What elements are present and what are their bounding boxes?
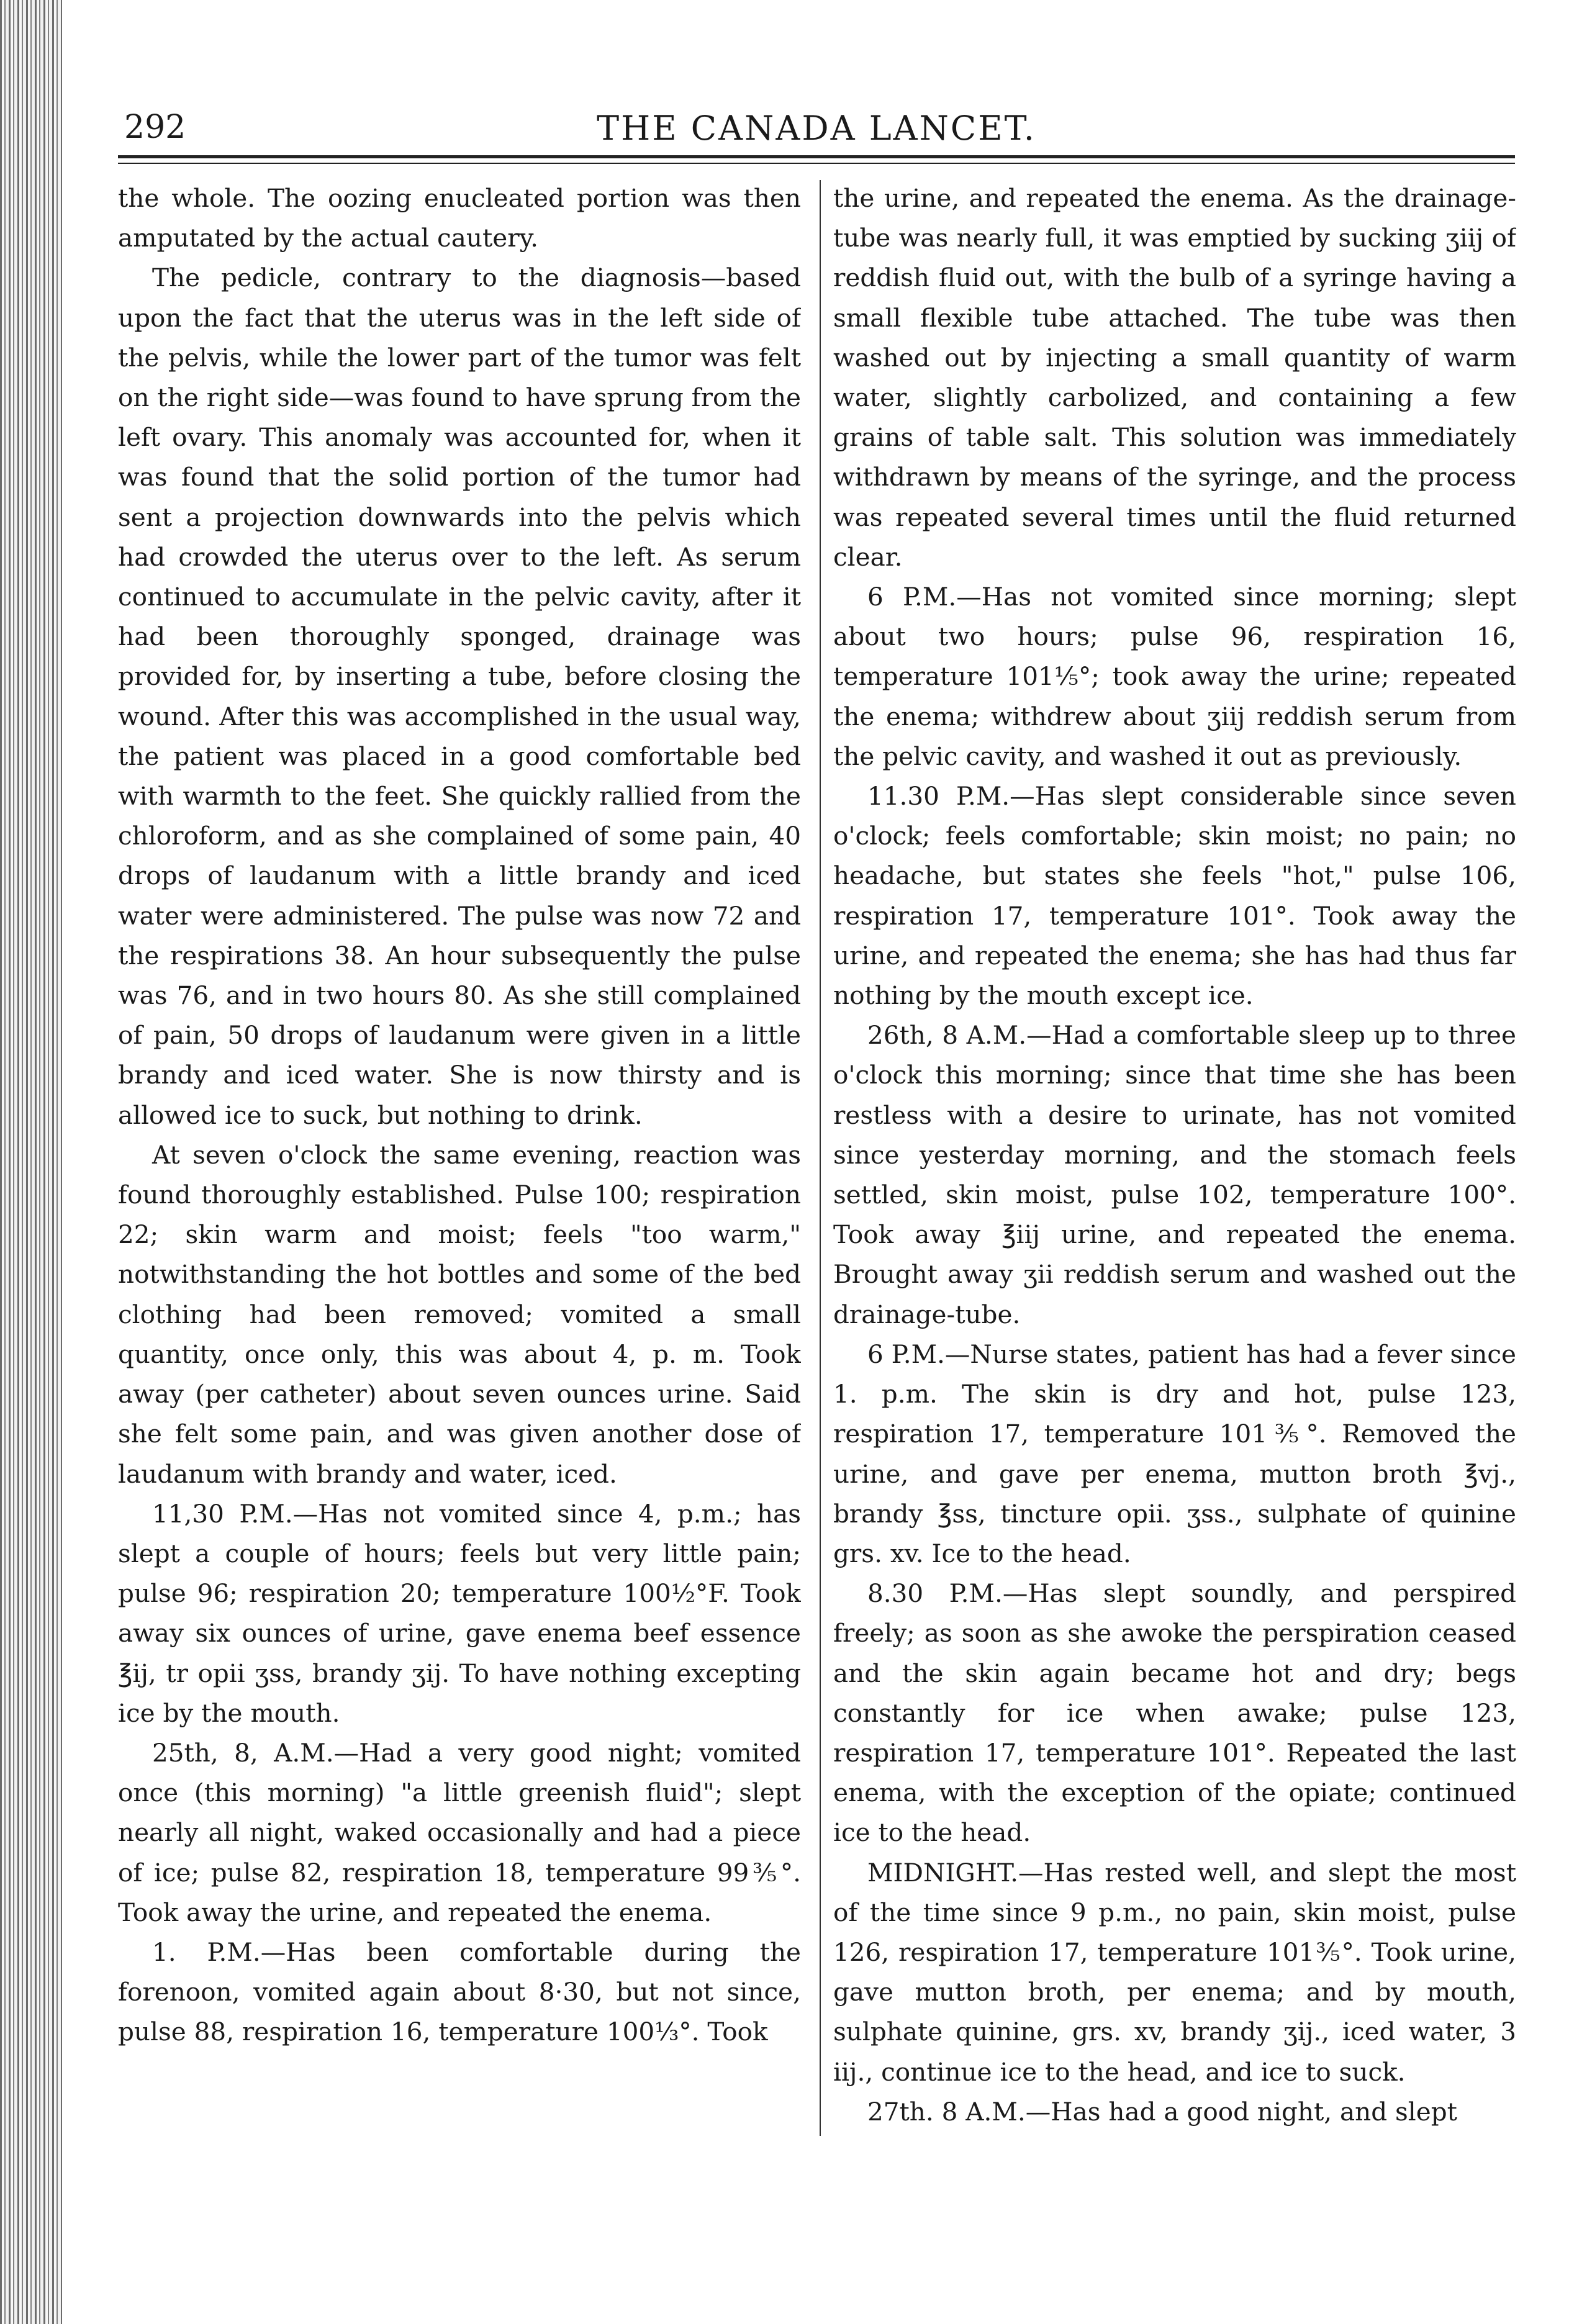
paragraph: 11,30 P.M.—Has not vomited since 4, p.m.; has slept a couple of hours; feels but very little pain; pulse 96; respiration 20; temperature 100½°F. Took away six ounces of urine, gave enema beef essence ℥ij, tr opii ʒss, brandy ʒij. To have nothing excepting ice by the mouth. [118, 1498, 801, 1728]
paragraph: 1. P.M.—Has been comfortable during the forenoon, vomited again about 8·30, but not since, pulse 88, respiration 16, temperature 100⅓°. Took [118, 1937, 801, 2047]
paragraph: the whole. The oozing enucleated portion was then amputated by the actual cautery. [118, 183, 801, 253]
paragraph: MIDNIGHT.—Has rested well, and slept the most of the time since 9 p.m., no pain, skin moist, pulse 126, respiration 17, temperature 101⅗°. Took urine, gave mutton broth, per enema; and by mouth, sulphate quinine, grs. xv, brandy ʒij., iced water, 3 iij., continue ice to the head, and ice to suck. [833, 1857, 1516, 2087]
paragraph: 8.30 P.M.—Has slept soundly, and perspired freely; as soon as she awoke the perspiration ceased and the skin again became hot and dry; begs constantly for ice when awake; pulse 123, respiration 17, temperature 101°. Repeated the last enema, with the exception of the opiate; continued ice to the head. [833, 1578, 1516, 1848]
header-rule [118, 155, 1515, 158]
paragraph: 11.30 P.M.—Has slept considerable since seven o'clock; feels comfortable; skin moist; no pain; no headache, but states she feels "hot," pulse 106, respiration 17, temperature 101°. Took away the urine, and repeated the enema; she has had thus far nothing by the mouth except ice. [833, 781, 1516, 1011]
paragraph: 26th, 8 A.M.—Had a comfortable sleep up to three o'clock this morning; since that time she has been restless with a desire to urinate, has not vomited since yesterday morning, and the stomach feels settled, skin moist, pulse 102, temperature 100°. Took away ℥iij urine, and repeated the enema. Brought away ʒii reddish serum and washed out the drainage-tube. [833, 1020, 1516, 1329]
header-rule-thin [118, 163, 1515, 164]
running-title: THE CANADA LANCET. [597, 109, 1036, 148]
binding-edge [0, 0, 62, 2324]
column-divider [820, 180, 821, 2136]
paragraph: 6 P.M.—Has not vomited since morning; slept about two hours; pulse 96, respiration 16, temperature 101⅕°; took away the urine; repeated the enema; withdrew about ʒiij reddish serum from the pelvic cavity, and washed it out as previously. [833, 582, 1516, 771]
paragraph: 27th. 8 A.M.—Has had a good night, and slept [867, 2096, 1457, 2127]
right-column [833, 178, 1516, 2146]
page-header [118, 109, 1515, 158]
paragraph: At seven o'clock the same evening, reaction was found thoroughly established. Pulse 100; respiration 22; skin warm and moist; feels "too warm," notwithstanding the hot bottles and some of the bed clothing had been removed; vomited a small quantity, once only, this was about 4, p. m. Took away (per catheter) about seven ounces urine. Said she felt some pain, and was given another dose of laudanum with brandy and water, iced. [118, 1139, 801, 1489]
paragraph: The pedicle, contrary to the diagnosis—based upon the fact that the uterus was in the left side of the pelvis, while the lower part of the tumor was felt on the right side—was found to have sprung from the left ovary. This anomaly was accounted for, when it was found that the solid portion of the tumor had sent a projection downwards into the pelvis which had crowded the uterus over to the left. As serum continued to accumulate in the pelvic cavity, after it had been thoroughly sponged, drainage was provided for, by inserting a tube, before closing the wound. After this was accomplished in the usual way, the patient was placed in a good comfortable bed with warmth to the feet. She quickly rallied from the chloroform, and as she complained of some pain, 40 drops of laudanum with a little brandy and iced water were administered. The pulse was now 72 and the respirations 38. An hour subsequently the pulse was 76, and in two hours 80. As she still complained of pain, 50 drops of laudanum were given in a little brandy and iced water. She is now thirsty and is allowed ice to suck, but nothing to drink. [118, 263, 801, 1130]
paragraph: 6 P.M.—Nurse states, patient has had a fever since 1. p.m. The skin is dry and hot, pulse 123, respiration 17, temperature 101⅗°. Removed the urine, and gave per enema, mutton broth ℥vj., brandy ℥ss, tincture opii. ʒss., sulphate of quinine grs. xv. Ice to the head. [833, 1339, 1516, 1568]
left-column [118, 178, 801, 2146]
paragraph: the urine, and repeated the enema. As the drainage-tube was nearly full, it was emptied by sucking ʒiij of reddish fluid out, with the bulb of a syringe having a small flexible tube attached. The tube was then washed out by injecting a small quantity of warm water, slightly carbolized, and containing a few grains of table salt. This solution was immediately withdrawn by means of the syringe, and the process was repeated several times until the fluid returned clear. [833, 183, 1516, 572]
paragraph: 25th, 8, A.M.—Had a very good night; vomited once (this morning) "a little greenish fluid"; slept nearly all night, waked occasionally and had a piece of ice; pulse 82, respiration 18, temperature 99⅗°. Took away the urine, and repeated the enema. [118, 1737, 801, 1927]
page-number: 292 [124, 109, 186, 146]
